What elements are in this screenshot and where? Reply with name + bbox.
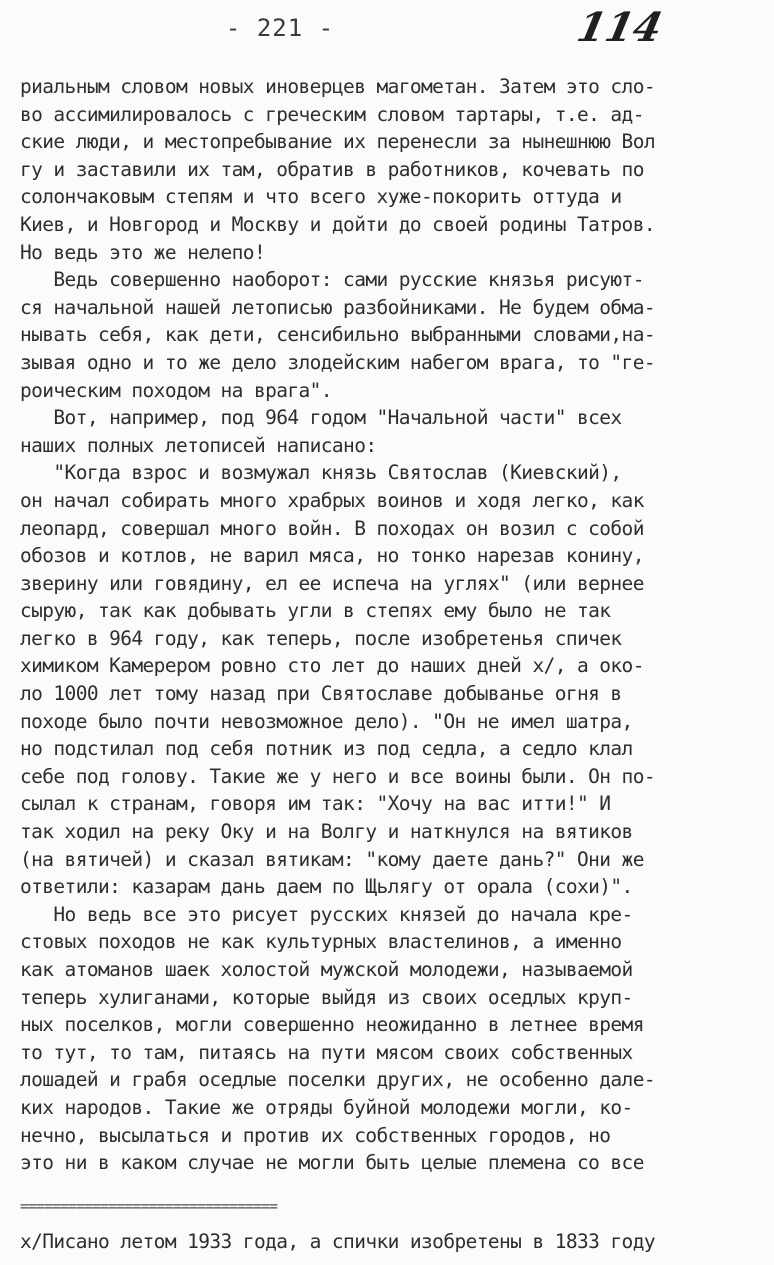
text-line: себе под голову. Такие же у него и все воины были. Он по- — [20, 764, 655, 788]
text-line: Ведь совершенно наоборот: сами русские князья рисуют- — [20, 268, 644, 292]
text-line: ных поселков, могли совершенно неожиданно в летнее время — [20, 1013, 644, 1037]
text-line: ские люди, и местопребывание их перенесли за нынешнюю Вол — [20, 130, 655, 154]
text-line: теперь хулиганами, которые выйдя из своих оседлых круп- — [20, 985, 633, 1009]
text-line: химиком Камерером ровно сто лет до наших дней x/, а око- — [20, 654, 644, 678]
page-number: - 221 - — [225, 14, 335, 42]
text-line: (на вятичей) и сказал вятикам: "кому даете дань?" Они же — [20, 847, 644, 871]
text-line: солончаковым степям и что всего хуже-покорить оттуда и — [20, 185, 622, 209]
text-line: то тут, то там, питаясь на пути мясом своих собственных — [20, 1040, 633, 1064]
text-line: ло 1000 лет тому назад при Святославе добыванье огня в — [20, 682, 622, 706]
text-line: как атоманов шаек холостой мужской молодежи, называемой — [20, 958, 633, 981]
text-line: сырую, так как добывать угли в степях ему было не так — [20, 599, 611, 623]
text-line: это ни в каком случае не могли быть целые племена со все — [20, 1151, 644, 1175]
text-line: во ассимилировалось с греческим словом тартары, т.е. ад- — [20, 102, 644, 126]
text-line: "Когда взрос и возмужал князь Святослав (Киевский), — [20, 461, 622, 485]
text-line: Киев, и Новгород и Москву и дойти до своей родины Татров. — [20, 212, 655, 236]
text-line: леопард, совершал много войн. В походах он возил с собой — [20, 516, 644, 540]
text-line: риальным словом новых иноверцев магометан. Затем это сло- — [20, 75, 655, 98]
footnote: x/Писано летом 1933 года, а спички изобретены в 1833 году — [20, 1230, 655, 1253]
text-line: зывая одно и то же дело злодейским набегом врага, то "ге- — [20, 350, 655, 374]
text-line: Но ведь все это рисует русских князей до начала кре- — [20, 902, 633, 926]
text-line: обозов и котлов, не варил мяса, но тонко нарезав конину, — [20, 544, 644, 568]
text-line: ответили: казарам дань даем по Щьлягу от орала (сохи)". — [20, 875, 633, 899]
text-line: нечно, высылаться и против их собственных городов, но — [20, 1123, 611, 1147]
text-line: Вот, например, под 964 годом "Начальной части" всех — [20, 406, 622, 430]
text-line: ких народов. Такие же отряды буйной молодежи могли, ко- — [20, 1095, 633, 1119]
text-line: так ходил на реку Оку и на Волгу и наткнулся на вятиков — [20, 820, 633, 844]
text-line: нывать себя, как дети, сенсибильно выбранными словами,на- — [20, 323, 655, 347]
text-line: наших полных летописей написано: — [20, 433, 377, 457]
text-line: роическим походом на врага". — [20, 378, 332, 402]
text-line: ся начальной нашей летописью разбойниками. Не будем обма- — [20, 295, 655, 319]
footnote-separator: ================================ — [20, 1198, 277, 1214]
text-line: легко в 964 году, как теперь, после изобретенья спичек — [20, 626, 622, 650]
body-text — [20, 73, 764, 1177]
text-line: сылал к странам, говоря им так: "Хочу на вас итти!" И — [20, 792, 611, 816]
handwritten-page-number: 114 — [573, 4, 667, 51]
text-line: но подстилал под себя потник из под седла, а седло клал — [20, 737, 633, 761]
text-line: Но ведь это же нелепо! — [20, 240, 266, 264]
text-line: он начал собирать много храбрых воинов и ходя легко, как — [20, 488, 644, 512]
text-line: зверину или говядину, ел ее испеча на углях" (или вернее — [20, 571, 644, 595]
text-line: стовых походов не как культурных властелинов, а именно — [20, 930, 622, 954]
text-line: гу и заставили их там, обратив в работников, кочевать по — [20, 157, 644, 181]
text-line: лошадей и грабя оседлые поселки других, не особенно дале- — [20, 1068, 655, 1092]
text-line: походе было почти невозможное дело). "Он не имел шатра, — [20, 709, 633, 733]
